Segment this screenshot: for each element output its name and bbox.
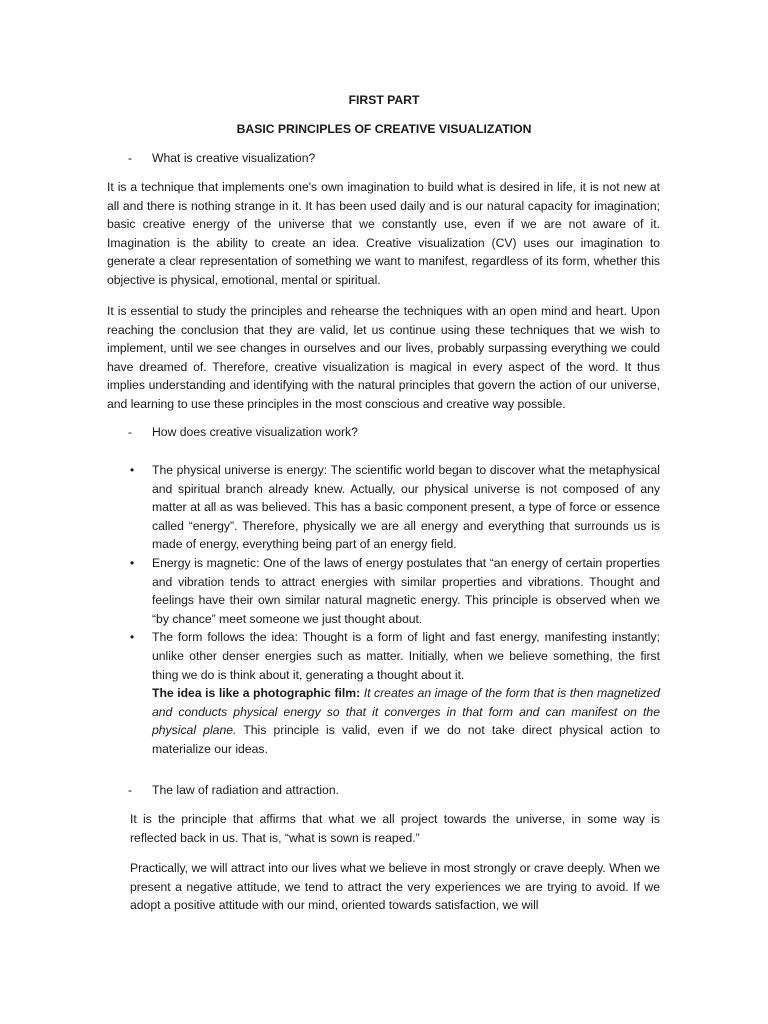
idea-bold-lead: The idea is like a photographic film: xyxy=(152,686,361,701)
bullet-item xyxy=(130,628,660,758)
paragraph: It is a technique that implements one's own imagination to build what is desired in life, it is not new at all and there is nothing strange in it. It has been used daily and is our natural capacity for imagination; basic creative energy of the universe that we constantly use, even if we are not aware of it. Imagination is the ability to create an idea. Creative visualization (CV) uses our imagination to generate a clear representation of something we want to manifest, regardless of its form, whether this objective is physical, emotional, mental or spiritual. xyxy=(107,180,660,287)
bullet-item xyxy=(130,461,660,554)
idea-rest-text: This principle is valid, even if we do not take direct physical action to materialize our ideas. xyxy=(152,723,660,756)
bullet-icon: • xyxy=(130,463,135,477)
dash-marker: - xyxy=(128,425,133,439)
paragraph: It is the principle that affirms that what we all project towards the universe, in some way is reflected back in us. That is, “what is sown is reaped.” xyxy=(130,812,660,845)
bullet-text: Energy is magnetic: One of the laws of energy postulates that “an energy of certain properties and vibration tends to attract energies with similar properties and vibrations. Thought and feelings have their own similar natural magnetic energy. This principle is observed when we “by chance” meet someone we just thought about. xyxy=(152,555,660,626)
dash-marker: - xyxy=(128,151,133,165)
paragraph: Practically, we will attract into our lives what we believe in most strongly or crave deeply. When we present a negative attitude, we tend to attract the very experiences we are trying to avoid. If we adopt a positive attitude with our mind, oriented towards satisfaction, we will xyxy=(130,861,660,913)
question-text: How does creative visualization work? xyxy=(152,425,358,439)
part-title: FIRST PART xyxy=(348,93,420,107)
bullet-text: The form follows the idea: Thought is a form of light and fast energy, manifesting instantly; unlike other denser energies such as matter. Initially, when we believe something, the first thing we do is think about it, generating a thought about it. xyxy=(152,630,660,682)
bullet-icon: • xyxy=(130,630,135,645)
dash-marker: - xyxy=(128,783,133,797)
section-title: BASIC PRINCIPLES OF CREATIVE VISUALIZATION xyxy=(236,122,532,136)
question-text: The law of radiation and attraction. xyxy=(152,783,339,797)
bullet-list xyxy=(130,461,660,759)
question-text: What is creative visualization? xyxy=(152,151,316,165)
idea-italic-text: It creates an image of the form that is then magnetized and conducts physical energy so that it converges in that form and can manifest on the physical plane. xyxy=(152,686,660,738)
bullet-item xyxy=(130,554,660,628)
bullet-text: The physical universe is energy: The scientific world began to discover what the metaphysical and spiritual branch already knew. Actually, our physical universe is not composed of any matter at all as was believed. This has a basic component present, a type of force or essence called “energy”. Therefore, physically we are all energy and everything that surrounds us is made of energy, everything being part of an energy field. xyxy=(152,463,660,552)
bullet-icon: • xyxy=(130,555,135,570)
idea-paragraph xyxy=(152,684,660,758)
paragraph: It is essential to study the principles and rehearse the techniques with an open mind and heart. Upon reaching the conclusion that they are valid, let us continue using these techniques that we wish to implement, until we see changes in ourselves and our lives, probably surpassing everything we could have dreamed of. Therefore, creative visualization is magical in every aspect of the word. It thus implies understanding and identifying with the natural principles that govern the action of our universe, and learning to use these principles in the most conscious and creative way possible. xyxy=(107,304,660,411)
